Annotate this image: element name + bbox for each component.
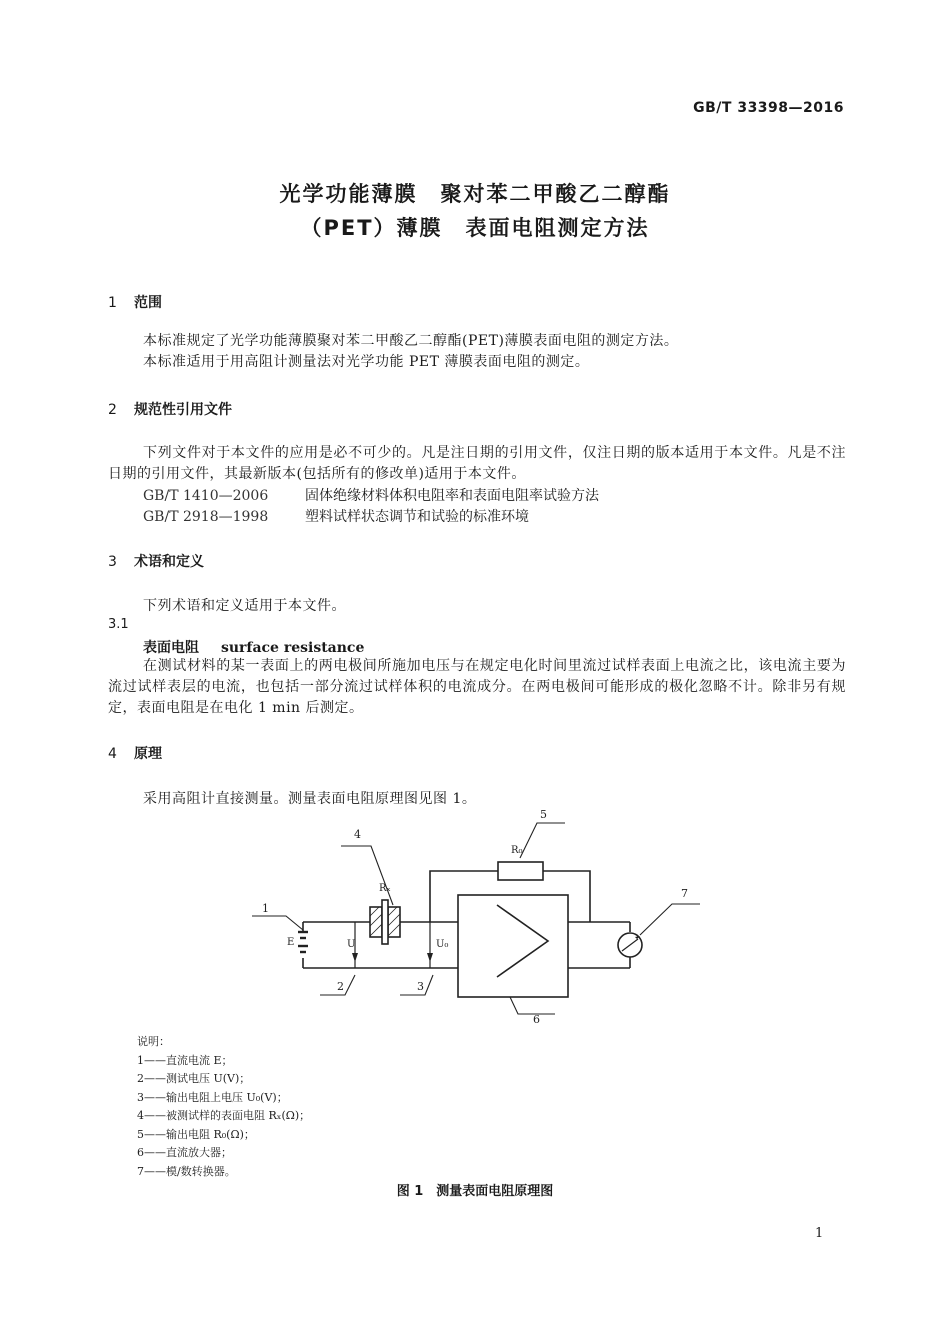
electrode-right	[388, 907, 400, 937]
legend-item: 1——直流电流 E；	[137, 1053, 233, 1067]
resistor-r0	[498, 862, 543, 880]
arrowhead	[352, 953, 358, 962]
leader-7	[640, 904, 700, 935]
label-r0: R₀	[511, 845, 523, 856]
arrowhead	[427, 953, 433, 962]
leader-6	[510, 997, 555, 1014]
figure-caption: 图 1 测量表面电阻原理图	[396, 1184, 554, 1199]
legend-item: 7——模/数转换器。	[137, 1164, 236, 1178]
section-title: 原理	[134, 746, 162, 762]
label-rx: Rₓ	[379, 883, 391, 894]
electrode-left	[370, 907, 382, 937]
legend-item: 2——测试电压 U(V)；	[137, 1072, 251, 1085]
legend-item: 4——被测试样的表面电阻 Rₓ(Ω)；	[137, 1109, 311, 1122]
leader-4	[341, 846, 393, 905]
circuit-diagram	[0, 800, 950, 1035]
legend-title: 说明：	[137, 1035, 170, 1048]
section-number: 3	[108, 554, 117, 570]
callout-6: 6	[533, 1013, 540, 1026]
section-number: 4	[108, 746, 117, 762]
leader-5	[520, 823, 565, 858]
term-heading	[143, 637, 364, 657]
amplifier-box	[458, 895, 568, 997]
legend-item: 6——直流放大器；	[137, 1146, 232, 1159]
label-u: U	[347, 939, 356, 950]
reference-title: 固体绝缘材料体积电阻率和表面电阻率试验方法	[305, 488, 599, 504]
reference-title: 塑料试样状态调节和试验的标准环境	[305, 509, 529, 525]
label-e: E	[287, 937, 295, 948]
section-title: 术语和定义	[134, 554, 204, 570]
paragraph: 采用高阻计直接测量。测量表面电阻原理图见图 1。	[143, 791, 477, 807]
callout-7: 7	[681, 887, 688, 900]
title-line-2: （PET）薄膜 表面电阻测定方法	[300, 216, 650, 240]
section-3-heading	[108, 551, 204, 571]
paragraph: 下列文件对于本文件的应用是必不可少的。凡是注日期的引用文件，仅注日期的版本适用于本文件。凡是不注日期的引用文件，其最新版本(包括所有的修改单)适用于本文件。	[108, 445, 846, 482]
legend-item: 5——输出电阻 R₀(Ω)；	[137, 1127, 255, 1141]
paragraph: 本标准适用于用高阻计测量法对光学功能 PET 薄膜表面电阻的测定。	[143, 354, 590, 370]
section-number: 2	[108, 402, 117, 418]
standard-number: GB/T 33398—2016	[693, 100, 844, 116]
callout-5: 5	[540, 808, 547, 821]
section-number: 1	[108, 295, 117, 311]
term-english: surface resistance	[221, 640, 365, 656]
section-2-heading	[108, 399, 232, 419]
term-number: 3.1	[108, 617, 129, 632]
callout-1: 1	[262, 902, 269, 915]
title-line-1: 光学功能薄膜 聚对苯二甲酸乙二醇酯	[279, 182, 671, 206]
definition-paragraph: 在测试材料的某一表面上的两电极间所施加电压与在规定电化时间里流过试样表面上电流之比，该电流主要为流过试样表层的电流，也包括一部分流过试样体积的电流成分。在两电极间可能形成的极化忽略不计。除非另有规定，表面电阻是在电化 1 min 后测定。	[108, 658, 846, 716]
reference-item	[143, 485, 599, 505]
term-chinese: 表面电阻	[143, 640, 199, 656]
section-1-heading	[108, 292, 162, 312]
section-title: 规范性引用文件	[134, 402, 232, 418]
reference-code: GB/T 1410—2006	[143, 488, 269, 504]
legend-item: 3——输出电阻上电压 U₀(V)；	[137, 1090, 288, 1104]
section-4-heading	[108, 743, 162, 763]
sample-rx	[382, 900, 388, 944]
reference-code: GB/T 2918—1998	[143, 509, 269, 525]
reference-item	[143, 506, 529, 526]
leader-1	[252, 916, 303, 930]
callout-3: 3	[417, 980, 424, 993]
section-title: 范围	[134, 295, 162, 311]
label-u0: U₀	[436, 939, 449, 950]
paragraph: 本标准规定了光学功能薄膜聚对苯二甲酸乙二醇酯(PET)薄膜表面电阻的测定方法。	[143, 333, 679, 349]
figure-legend	[137, 1033, 310, 1181]
callout-2: 2	[337, 980, 344, 993]
callout-4: 4	[354, 828, 361, 841]
page-number: 1	[815, 1226, 824, 1241]
paragraph: 下列术语和定义适用于本文件。	[143, 598, 346, 614]
